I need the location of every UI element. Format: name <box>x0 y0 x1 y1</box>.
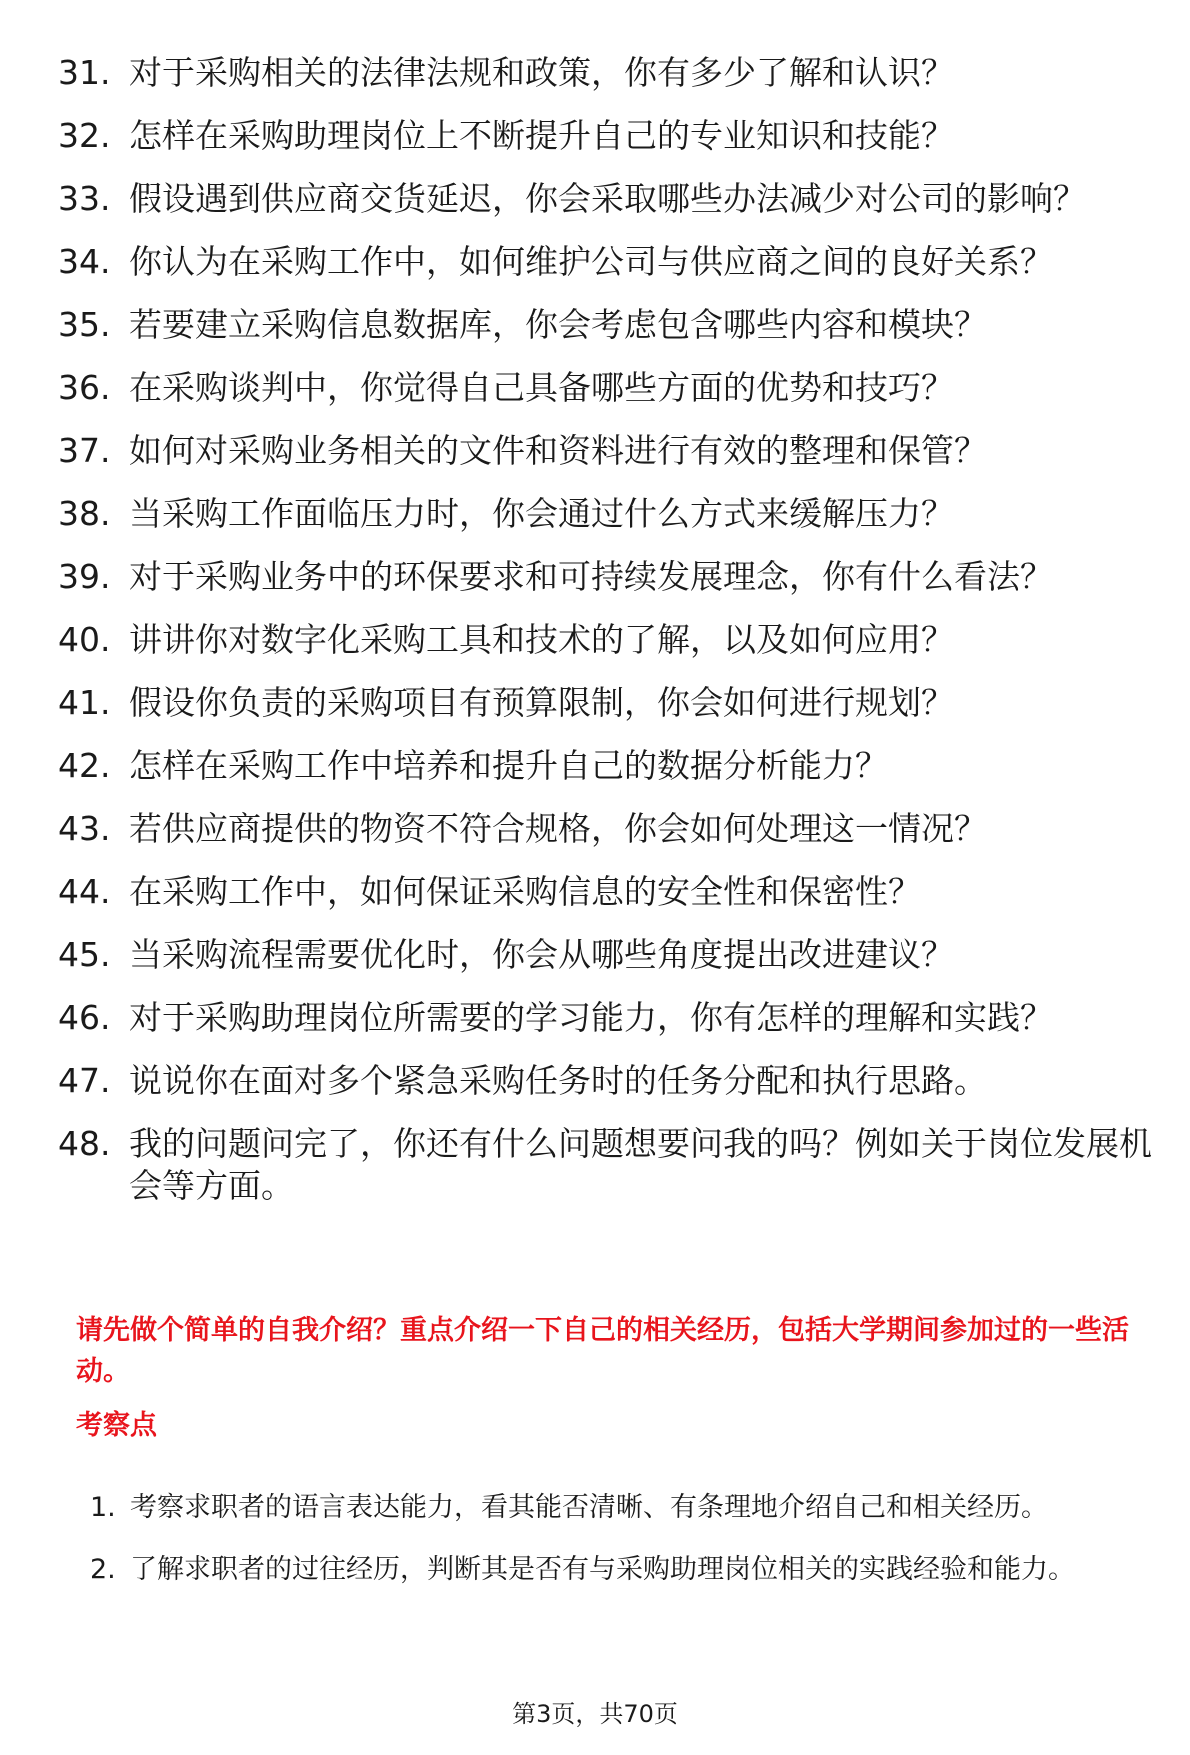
assessment-heading: 考察点 <box>76 1410 157 1441</box>
question-text: 你认为在采购工作中，如何维护公司与供应商之间的良好关系？ <box>129 242 1053 281</box>
assessment-item <box>90 1478 1150 1538</box>
question-item <box>58 682 1153 724</box>
question-number: 34. <box>58 242 111 281</box>
question-text: 若要建立采购信息数据库，你会考虑包含哪些内容和模块？ <box>129 305 987 344</box>
question-text: 在采购谈判中，你觉得自己具备哪些方面的优势和技巧？ <box>129 368 954 407</box>
assessment-text: 了解求职者的过往经历，判断其是否有与采购助理岗位相关的实践经验和能力。 <box>130 1554 1075 1585</box>
question-text: 如何对采购业务相关的文件和资料进行有效的整理和保管？ <box>129 431 987 470</box>
assessment-list <box>90 1478 1150 1602</box>
question-text: 当采购流程需要优化时，你会从哪些角度提出改进建议？ <box>129 935 954 974</box>
question-text: 对于采购相关的法律法规和政策，你有多少了解和认识？ <box>129 53 954 92</box>
question-item <box>58 430 1153 472</box>
question-item <box>58 619 1153 661</box>
question-text: 在采购工作中，如何保证采购信息的安全性和保密性？ <box>129 872 921 911</box>
question-item <box>58 871 1153 913</box>
question-number: 48. <box>58 1124 111 1163</box>
question-text: 假设你负责的采购项目有预算限制，你会如何进行规划？ <box>129 683 954 722</box>
question-number: 41. <box>58 683 111 722</box>
assessment-number: 1. <box>90 1492 116 1523</box>
question-text: 怎样在采购助理岗位上不断提升自己的专业知识和技能？ <box>129 116 954 155</box>
question-number: 39. <box>58 557 111 596</box>
question-item <box>58 808 1153 850</box>
question-number: 45. <box>58 935 111 974</box>
question-text: 讲讲你对数字化采购工具和技术的了解，以及如何应用？ <box>129 620 954 659</box>
question-item <box>58 1123 1153 1207</box>
question-item <box>58 367 1153 409</box>
question-number: 44. <box>58 872 111 911</box>
question-item <box>58 52 1153 94</box>
question-text: 对于采购助理岗位所需要的学习能力，你有怎样的理解和实践？ <box>129 998 1053 1037</box>
question-number: 35. <box>58 305 111 344</box>
page-footer: 第3页，共70页 <box>512 1700 678 1728</box>
question-text: 假设遇到供应商交货延迟，你会采取哪些办法减少对公司的影响？ <box>129 179 1086 218</box>
question-number: 38. <box>58 494 111 533</box>
question-number: 46. <box>58 998 111 1037</box>
question-item <box>58 115 1153 157</box>
question-number: 47. <box>58 1061 111 1100</box>
assessment-number: 2. <box>90 1554 116 1585</box>
question-number: 33. <box>58 179 111 218</box>
question-item <box>58 745 1153 787</box>
assessment-item <box>90 1540 1150 1600</box>
question-number: 31. <box>58 53 111 92</box>
question-item <box>58 934 1153 976</box>
question-number: 42. <box>58 746 111 785</box>
question-item <box>58 178 1153 220</box>
question-item <box>58 493 1153 535</box>
highlight-question: 请先做个简单的自我介绍？重点介绍一下自己的相关经历，包括大学期间参加过的一些活动。 <box>76 1315 1129 1387</box>
question-text: 我的问题问完了，你还有什么问题想要问我的吗？例如关于岗位发展机会等方面。 <box>129 1124 1152 1205</box>
question-text: 若供应商提供的物资不符合规格，你会如何处理这一情况？ <box>129 809 987 848</box>
question-text: 当采购工作面临压力时，你会通过什么方式来缓解压力？ <box>129 494 954 533</box>
assessment-text: 考察求职者的语言表达能力，看其能否清晰、有条理地介绍自己和相关经历。 <box>130 1492 1048 1523</box>
question-text: 怎样在采购工作中培养和提升自己的数据分析能力？ <box>129 746 888 785</box>
question-number: 43. <box>58 809 111 848</box>
question-item <box>58 997 1153 1039</box>
question-number: 32. <box>58 116 111 155</box>
question-text: 对于采购业务中的环保要求和可持续发展理念，你有什么看法？ <box>129 557 1053 596</box>
question-number: 40. <box>58 620 111 659</box>
question-number: 37. <box>58 431 111 470</box>
question-list <box>58 52 1153 1228</box>
question-item <box>58 556 1153 598</box>
question-text: 说说你在面对多个紧急采购任务时的任务分配和执行思路。 <box>129 1061 987 1100</box>
question-item <box>58 1060 1153 1102</box>
question-item <box>58 304 1153 346</box>
question-item <box>58 241 1153 283</box>
question-number: 36. <box>58 368 111 407</box>
